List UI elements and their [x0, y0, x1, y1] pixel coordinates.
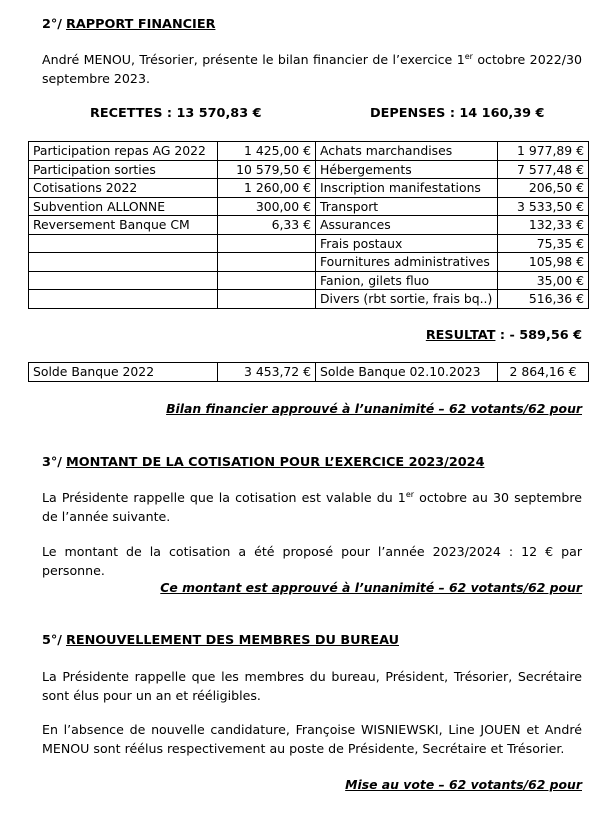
d-label-cell: Assurances — [316, 216, 498, 235]
solde-value-2023: 2 864,16 € — [498, 363, 589, 382]
r-value-cell — [218, 253, 316, 272]
table-row — [29, 216, 589, 235]
r-value-cell — [218, 271, 316, 290]
solde-table — [28, 362, 589, 382]
r-value-cell — [218, 234, 316, 253]
r-value-cell: 300,00 € — [218, 197, 316, 216]
r-value-cell: 1 260,00 € — [218, 179, 316, 198]
r-label-cell: Cotisations 2022 — [29, 179, 218, 198]
d-value-cell: 132,33 € — [498, 216, 589, 235]
r-label-cell: Subvention ALLONNE — [29, 197, 218, 216]
section-5-vote: Mise au vote – 62 votants/62 pour — [345, 777, 582, 792]
intro-superscript: er — [464, 51, 473, 61]
solde-row — [29, 363, 589, 382]
solde-label-2022: Solde Banque 2022 — [29, 363, 218, 382]
section-5-para-2: En l’absence de nouvelle candidature, Françoise WISNIEWSKI, Line JOUEN et André MENOU sont réélus respectivement au poste de Présidente, Secrétaire et Trésorier. — [42, 722, 582, 756]
d-value-cell: 516,36 € — [498, 290, 589, 309]
para1-text-end: octobre au 30 septembre de l’année suivante. — [42, 490, 582, 524]
solde-label-2023: Solde Banque 02.10.2023 — [316, 363, 498, 382]
r-label-cell — [29, 253, 218, 272]
section-2-vote: Bilan financier approuvé à l’unanimité – 62 votants/62 pour — [166, 401, 582, 416]
r-label-cell — [29, 234, 218, 253]
section-5-para-1: La Présidente rappelle que les membres du bureau, Président, Trésorier, Secrétaire sont élus pour un an et rééligibles. — [42, 669, 582, 703]
result-line — [426, 328, 582, 343]
table-row — [29, 253, 589, 272]
d-label-cell: Fanion, gilets fluo — [316, 271, 498, 290]
section-2-number: 2°/ — [42, 17, 62, 32]
section-5-number: 5°/ — [42, 633, 62, 648]
result-label: RESULTAT — [425, 328, 496, 343]
d-label-cell: Hébergements — [316, 160, 498, 179]
section-5-title: RENOUVELLEMENT DES MEMBRES DU BUREAU — [65, 633, 400, 648]
d-value-cell: 105,98 € — [498, 253, 589, 272]
d-value-cell: 1 977,89 € — [498, 142, 589, 161]
section-3-vote: Ce montant est approuvé à l’unanimité – 62 votants/62 pour — [160, 580, 582, 595]
table-row — [29, 271, 589, 290]
d-value-cell: 35,00 € — [498, 271, 589, 290]
intro-text-start: André MENOU, Trésorier, présente le bilan financier de l’exercice 1 — [42, 52, 465, 67]
r-value-cell — [218, 290, 316, 309]
section-2-heading — [42, 17, 215, 32]
solde-value-2022: 3 453,72 € — [218, 363, 316, 382]
financial-table — [28, 141, 589, 309]
d-label-cell: Transport — [316, 197, 498, 216]
table-row — [29, 197, 589, 216]
intro-text-end: octobre 2022/30 septembre 2023. — [42, 52, 582, 86]
table-row — [29, 179, 589, 198]
section-3-number: 3°/ — [42, 455, 62, 470]
r-value-cell: 1 425,00 € — [218, 142, 316, 161]
table-row — [29, 142, 589, 161]
table-row — [29, 160, 589, 179]
section-3-title: MONTANT DE LA COTISATION POUR L’EXERCICE 2023/2024 — [65, 455, 485, 470]
r-label-cell — [29, 271, 218, 290]
section-3-heading — [42, 455, 484, 470]
d-value-cell: 7 577,48 € — [498, 160, 589, 179]
table-row — [29, 234, 589, 253]
d-label-cell: Fournitures administratives — [316, 253, 498, 272]
r-label-cell: Participation repas AG 2022 — [29, 142, 218, 161]
table-row — [29, 290, 589, 309]
r-label-cell: Participation sorties — [29, 160, 218, 179]
d-value-cell: 206,50 € — [498, 179, 589, 198]
para1-superscript: er — [405, 489, 415, 499]
result-value: : - 589,56 € — [495, 328, 582, 343]
recettes-total: RECETTES : 13 570,83 € — [90, 106, 262, 121]
section-2-intro — [42, 50, 582, 88]
d-label-cell: Frais postaux — [316, 234, 498, 253]
financial-table-body — [29, 142, 589, 309]
r-label-cell: Reversement Banque CM — [29, 216, 218, 235]
d-label-cell: Inscription manifestations — [316, 179, 498, 198]
r-value-cell: 6,33 € — [218, 216, 316, 235]
section-3-para-1 — [42, 488, 582, 526]
section-2-title: RAPPORT FINANCIER — [65, 17, 216, 32]
d-value-cell: 75,35 € — [498, 234, 589, 253]
r-value-cell: 10 579,50 € — [218, 160, 316, 179]
para1-text-start: La Présidente rappelle que la cotisation est valable du 1 — [42, 490, 406, 505]
d-label-cell: Achats marchandises — [316, 142, 498, 161]
d-value-cell: 3 533,50 € — [498, 197, 589, 216]
r-label-cell — [29, 290, 218, 309]
d-label-cell: Divers (rbt sortie, frais bq..) — [316, 290, 498, 309]
section-5-heading — [42, 633, 399, 648]
section-3-para-2: Le montant de la cotisation a été proposé pour l’année 2023/2024 : 12 € par personne. — [42, 544, 582, 578]
depenses-total: DEPENSES : 14 160,39 € — [370, 106, 545, 121]
